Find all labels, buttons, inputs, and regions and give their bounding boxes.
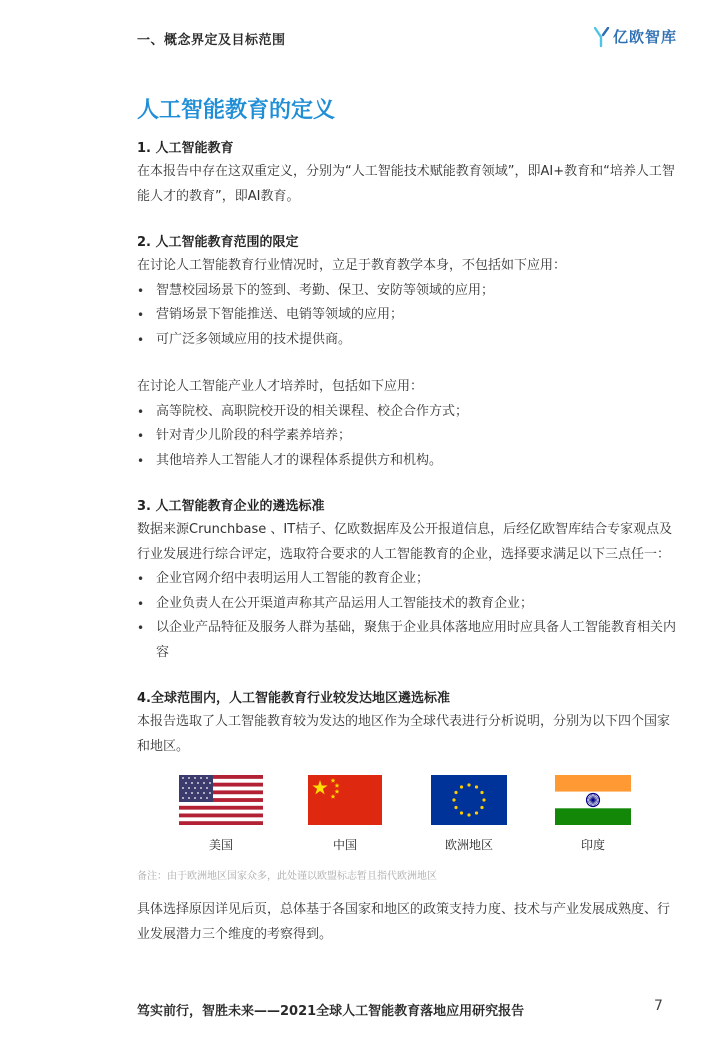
us-flag-icon (179, 775, 263, 825)
bullet-list (137, 279, 677, 353)
eu-star (467, 783, 470, 786)
flag-item-eu (427, 775, 511, 853)
section-paragraph: 在讨论人工智能教育行业情况时，立足于教育教学本身，不包括如下应用： (137, 258, 567, 273)
section-header: 一、概念界定及目标范围 (137, 33, 286, 48)
flag-label: 欧洲地区 (444, 838, 493, 852)
eu-star (480, 791, 483, 794)
flag-label: 美国 (208, 838, 233, 852)
eu-star (452, 798, 455, 801)
logo (594, 26, 677, 47)
footnote: 备注：由于欧洲地区国家众多，此处谨以欧盟标志暂且指代欧洲地区 (137, 871, 437, 882)
list-item: • 高等院校、高职院校开设的相关课程、校企合作方式； (137, 400, 677, 425)
flag-item-china (303, 775, 387, 853)
flag-item-india (551, 775, 635, 853)
section-title: 1. 人工智能教育 (137, 141, 234, 156)
page-number: 7 (654, 998, 663, 1014)
page-title: 人工智能教育的定义 (137, 98, 336, 123)
eu-star (454, 791, 457, 794)
logo-text: 亿欧智库 (613, 28, 678, 46)
china-flag-icon (308, 775, 382, 825)
section-paragraph: 数据来源Crunchbase 、IT桔子、亿欧数据库及公开报道信息，后经亿欧智库结合专家观点及行业发展进行综合评定，选取符合要求的人工智能教育的企业，选择要求满足以下三点任一： (137, 522, 673, 562)
list-item: • 针对青少儿阶段的科学素养培养； (137, 424, 677, 449)
flag-label: 印度 (580, 838, 605, 852)
eu-star (467, 813, 470, 816)
section-paragraph: 在讨论人工智能产业人才培养时，包括如下应用： (137, 379, 424, 394)
section-paragraph: 本报告选取了人工智能教育较为发达的地区作为全球代表进行分析说明，分别为以下四个国家和地区。 (137, 714, 671, 754)
eu-star (460, 785, 463, 788)
list-item: • 可广泛多领域应用的技术提供商。 (137, 328, 677, 353)
eu-star (460, 811, 463, 814)
india-flag-icon (555, 775, 631, 825)
section-title: 4.全球范围内，人工智能教育行业较发达地区遴选标准 (137, 691, 450, 706)
eu-star (482, 798, 485, 801)
footer-title: 笃实前行，智胜未来——2021全球人工智能教育落地应用研究报告 (137, 1004, 525, 1019)
list-item: • 其他培养人工智能人才的课程体系提供方和机构。 (137, 449, 677, 474)
flag-label: 中国 (332, 838, 357, 852)
logo-mark-icon (594, 27, 610, 47)
bullet-list (137, 567, 677, 665)
main-content (137, 96, 677, 947)
flag-item-us (179, 775, 263, 853)
eu-star (475, 785, 478, 788)
flag-row (137, 775, 677, 853)
list-item: • 企业官网介绍中表明运用人工智能的教育企业； (137, 567, 677, 592)
eu-star (480, 806, 483, 809)
eu-star (454, 806, 457, 809)
list-item: • 营销场景下智能推送、电销等领域的应用； (137, 303, 677, 328)
eu-star (475, 811, 478, 814)
list-item: • 智慧校园场景下的签到、考勤、保卫、安防等领域的应用； (137, 279, 677, 304)
bullet-list (137, 400, 677, 474)
closing-paragraph: 具体选择原因详见后页，总体基于各国家和地区的政策支持力度、技术与产业发展成熟度、行业发展潜力三个维度的考察得到。 (137, 902, 671, 942)
section-paragraph: 在本报告中存在这双重定义，分别为“人工智能技术赋能教育领域”，即AI+教育和“培养人工智能人才的教育”，即AI教育。 (137, 164, 675, 204)
eu-flag-icon (431, 775, 507, 825)
section-title: 2. 人工智能教育范围的限定 (137, 235, 299, 250)
list-item: • 以企业产品特征及服务人群为基础，聚焦于企业具体落地应用时应具备人工智能教育相关内容 (137, 616, 677, 665)
section-title: 3. 人工智能教育企业的遴选标准 (137, 499, 325, 514)
list-item: • 企业负责人在公开渠道声称其产品运用人工智能技术的教育企业； (137, 592, 677, 617)
